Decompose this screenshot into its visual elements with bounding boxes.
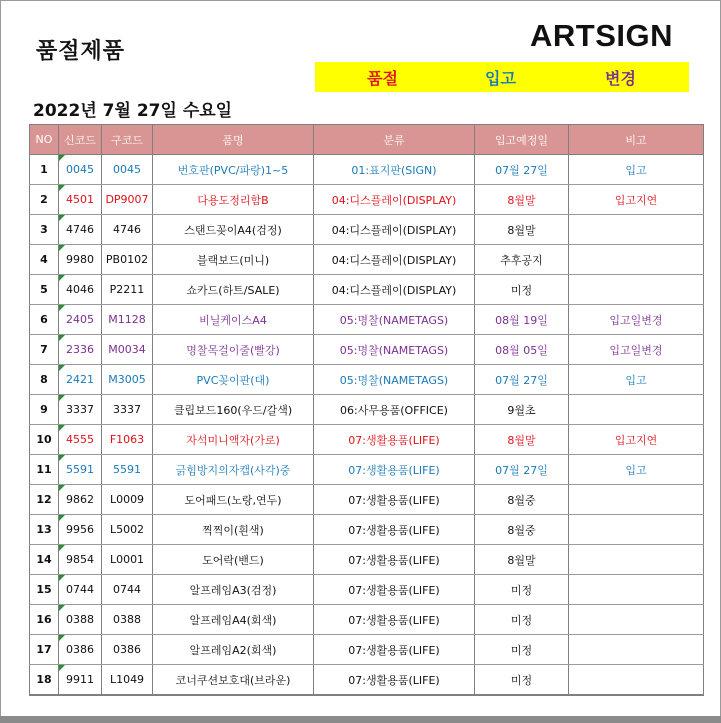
cell-new-code <box>59 395 102 425</box>
header-no: NO <box>30 125 59 155</box>
cell-old-code: M0034 <box>102 335 153 365</box>
cell-eta: 미정 <box>475 635 569 665</box>
cell-note: 입고 <box>569 155 704 185</box>
header-old-code: 구코드 <box>102 125 153 155</box>
cell-note: 입고지연 <box>569 185 704 215</box>
table-row <box>30 185 704 215</box>
table-row <box>30 335 704 365</box>
table-row <box>30 275 704 305</box>
cell-note: 입고 <box>569 365 704 395</box>
cell-new-code-text: 9854 <box>66 553 94 566</box>
cell-eta: 8월말 <box>475 185 569 215</box>
cell-old-code: M1128 <box>102 305 153 335</box>
table-row <box>30 305 704 335</box>
cell-category: 07:생활용품(LIFE) <box>314 635 475 665</box>
cell-no: 3 <box>30 215 59 245</box>
cell-new-code-text: 0045 <box>66 163 94 176</box>
cell-old-code: PB0102 <box>102 245 153 275</box>
cell-note <box>569 545 704 575</box>
status-legend <box>315 62 689 92</box>
table-row <box>30 545 704 575</box>
cell-note <box>569 605 704 635</box>
table-row <box>30 155 704 185</box>
cell-new-code <box>59 305 102 335</box>
cell-new-code-text: 4501 <box>66 193 94 206</box>
cell-eta: 8월중 <box>475 485 569 515</box>
cell-no: 13 <box>30 515 59 545</box>
cell-eta: 07월 27일 <box>475 455 569 485</box>
table-row <box>30 605 704 635</box>
cell-category: 06:사무용품(OFFICE) <box>314 395 475 425</box>
cell-product-name: 코너쿠션보호대(브라운) <box>153 665 314 696</box>
cell-category: 07:생활용품(LIFE) <box>314 575 475 605</box>
cell-new-code <box>59 605 102 635</box>
brand-logo: ARTSIGN <box>530 18 673 53</box>
table-row <box>30 635 704 665</box>
cell-category: 05:명찰(NAMETAGS) <box>314 305 475 335</box>
cell-eta: 미정 <box>475 275 569 305</box>
cell-no: 1 <box>30 155 59 185</box>
cell-new-code-text: 0386 <box>66 643 94 656</box>
cell-marker-icon <box>59 425 65 431</box>
cell-old-code: 0386 <box>102 635 153 665</box>
cell-product-name: 알프레임A2(회색) <box>153 635 314 665</box>
cell-new-code-text: 2405 <box>66 313 94 326</box>
cell-eta: 08월 05일 <box>475 335 569 365</box>
cell-category: 05:명찰(NAMETAGS) <box>314 365 475 395</box>
cell-eta: 미정 <box>475 605 569 635</box>
cell-eta: 미정 <box>475 665 569 696</box>
report-date: 2022년 7월 27일 수요일 <box>33 101 233 121</box>
cell-no: 15 <box>30 575 59 605</box>
cell-marker-icon <box>59 275 65 281</box>
cell-new-code <box>59 365 102 395</box>
cell-no: 5 <box>30 275 59 305</box>
cell-old-code: P2211 <box>102 275 153 305</box>
cell-eta: 추후공지 <box>475 245 569 275</box>
cell-category: 07:생활용품(LIFE) <box>314 515 475 545</box>
cell-new-code-text: 0744 <box>66 583 94 596</box>
cell-category: 04:디스플레이(DISPLAY) <box>314 215 475 245</box>
cell-marker-icon <box>59 635 65 641</box>
cell-note: 입고일변경 <box>569 335 704 365</box>
page-title: 품절제품 <box>36 39 126 64</box>
cell-product-name: 쇼카드(하트/SALE) <box>153 275 314 305</box>
cell-no: 12 <box>30 485 59 515</box>
header-eta: 입고예정일 <box>475 125 569 155</box>
cell-no: 16 <box>30 605 59 635</box>
table-row <box>30 575 704 605</box>
cell-no: 10 <box>30 425 59 455</box>
table-row <box>30 515 704 545</box>
table-row <box>30 245 704 275</box>
cell-no: 7 <box>30 335 59 365</box>
cell-new-code <box>59 515 102 545</box>
cell-no: 8 <box>30 365 59 395</box>
header-note: 비고 <box>569 125 704 155</box>
cell-eta: 07월 27일 <box>475 155 569 185</box>
cell-eta: 8월말 <box>475 215 569 245</box>
cell-product-name: 도어락(밴드) <box>153 545 314 575</box>
cell-marker-icon <box>59 365 65 371</box>
cell-category: 07:생활용품(LIFE) <box>314 545 475 575</box>
header-category: 분류 <box>314 125 475 155</box>
cell-category: 04:디스플레이(DISPLAY) <box>314 275 475 305</box>
cell-category: 07:생활용품(LIFE) <box>314 455 475 485</box>
cell-marker-icon <box>59 335 65 341</box>
cell-marker-icon <box>59 515 65 521</box>
cell-old-code: 5591 <box>102 455 153 485</box>
cell-product-name: 블랙보드(미니) <box>153 245 314 275</box>
cell-eta: 미정 <box>475 575 569 605</box>
cell-new-code-text: 0388 <box>66 613 94 626</box>
cell-note: 입고 <box>569 455 704 485</box>
table-row <box>30 485 704 515</box>
cell-product-name: 찍찍이(흰색) <box>153 515 314 545</box>
cell-new-code-text: 9862 <box>66 493 94 506</box>
cell-eta: 8월말 <box>475 425 569 455</box>
cell-old-code: L5002 <box>102 515 153 545</box>
cell-marker-icon <box>59 395 65 401</box>
cell-old-code: 0388 <box>102 605 153 635</box>
cell-new-code <box>59 665 102 696</box>
cell-new-code-text: 9956 <box>66 523 94 536</box>
cell-note <box>569 515 704 545</box>
sheet-bottom-edge <box>0 716 721 723</box>
cell-note <box>569 275 704 305</box>
cell-new-code <box>59 155 102 185</box>
cell-note: 입고지연 <box>569 425 704 455</box>
cell-marker-icon <box>59 605 65 611</box>
cell-note <box>569 575 704 605</box>
cell-old-code: M3005 <box>102 365 153 395</box>
cell-product-name: 비닐케이스A4 <box>153 305 314 335</box>
cell-new-code <box>59 215 102 245</box>
cell-eta: 8월중 <box>475 515 569 545</box>
cell-new-code-text: 4555 <box>66 433 94 446</box>
table-header-row <box>30 125 704 155</box>
cell-old-code: L0001 <box>102 545 153 575</box>
cell-product-name: 도어패드(노랑,연두) <box>153 485 314 515</box>
cell-new-code <box>59 185 102 215</box>
cell-no: 6 <box>30 305 59 335</box>
cell-product-name: 클립보드160(우드/갈색) <box>153 395 314 425</box>
cell-new-code-text: 9980 <box>66 253 94 266</box>
cell-category: 07:생활용품(LIFE) <box>314 485 475 515</box>
cell-marker-icon <box>59 155 65 161</box>
legend-changed: 변경 <box>605 69 636 88</box>
cell-no: 18 <box>30 665 59 696</box>
cell-old-code: L0009 <box>102 485 153 515</box>
cell-note <box>569 395 704 425</box>
cell-note <box>569 215 704 245</box>
header-new-code: 신코드 <box>59 125 102 155</box>
cell-eta: 07월 27일 <box>475 365 569 395</box>
cell-new-code <box>59 335 102 365</box>
cell-new-code-text: 9911 <box>66 673 94 686</box>
cell-note <box>569 245 704 275</box>
cell-marker-icon <box>59 185 65 191</box>
cell-new-code-text: 4746 <box>66 223 94 236</box>
cell-product-name: 알프레임A3(검정) <box>153 575 314 605</box>
cell-old-code: L1049 <box>102 665 153 696</box>
cell-old-code: 3337 <box>102 395 153 425</box>
table-row <box>30 455 704 485</box>
cell-note <box>569 485 704 515</box>
cell-new-code <box>59 275 102 305</box>
cell-new-code-text: 3337 <box>66 403 94 416</box>
cell-product-name: 긁힘방지의자캡(사각)중 <box>153 455 314 485</box>
legend-sold-out: 품절 <box>367 69 398 88</box>
cell-category: 07:생활용품(LIFE) <box>314 665 475 696</box>
cell-category: 07:생활용품(LIFE) <box>314 605 475 635</box>
cell-new-code <box>59 485 102 515</box>
cell-old-code: 0744 <box>102 575 153 605</box>
cell-note <box>569 665 704 696</box>
cell-marker-icon <box>59 305 65 311</box>
cell-product-name: 명찰목걸이줄(빨강) <box>153 335 314 365</box>
cell-note <box>569 635 704 665</box>
cell-category: 04:디스플레이(DISPLAY) <box>314 185 475 215</box>
cell-new-code-text: 2421 <box>66 373 94 386</box>
cell-new-code <box>59 245 102 275</box>
cell-no: 4 <box>30 245 59 275</box>
cell-product-name: 자석미니액자(가로) <box>153 425 314 455</box>
cell-no: 17 <box>30 635 59 665</box>
cell-marker-icon <box>59 245 65 251</box>
cell-old-code: 4746 <box>102 215 153 245</box>
cell-old-code: F1063 <box>102 425 153 455</box>
cell-old-code: DP9007 <box>102 185 153 215</box>
table-row <box>30 665 704 696</box>
cell-product-name: 알프레임A4(회색) <box>153 605 314 635</box>
cell-category: 01:표지판(SIGN) <box>314 155 475 185</box>
cell-note: 입고일변경 <box>569 305 704 335</box>
cell-marker-icon <box>59 575 65 581</box>
cell-no: 11 <box>30 455 59 485</box>
table-row <box>30 215 704 245</box>
table-row <box>30 365 704 395</box>
cell-product-name: 다용도정리함B <box>153 185 314 215</box>
cell-marker-icon <box>59 665 65 671</box>
cell-product-name: 번호판(PVC/파랑)1~5 <box>153 155 314 185</box>
legend-restocked: 입고 <box>485 69 516 88</box>
cell-eta: 08월 19일 <box>475 305 569 335</box>
cell-new-code-text: 4046 <box>66 283 94 296</box>
cell-category: 05:명찰(NAMETAGS) <box>314 335 475 365</box>
header-product-name: 품명 <box>153 125 314 155</box>
cell-old-code: 0045 <box>102 155 153 185</box>
cell-new-code <box>59 635 102 665</box>
table-body <box>30 155 704 696</box>
table-row <box>30 425 704 455</box>
cell-marker-icon <box>59 545 65 551</box>
cell-product-name: 스탠드꽂이A4(검정) <box>153 215 314 245</box>
table-row <box>30 395 704 425</box>
cell-eta: 8월말 <box>475 545 569 575</box>
cell-no: 2 <box>30 185 59 215</box>
cell-new-code <box>59 455 102 485</box>
cell-category: 04:디스플레이(DISPLAY) <box>314 245 475 275</box>
cell-new-code-text: 2336 <box>66 343 94 356</box>
cell-marker-icon <box>59 485 65 491</box>
cell-eta: 9월초 <box>475 395 569 425</box>
cell-category: 07:생활용품(LIFE) <box>314 425 475 455</box>
cell-new-code-text: 5591 <box>66 463 94 476</box>
cell-no: 14 <box>30 545 59 575</box>
cell-marker-icon <box>59 215 65 221</box>
cell-product-name: PVC꽂이판(대) <box>153 365 314 395</box>
soldout-table <box>29 124 704 696</box>
cell-marker-icon <box>59 455 65 461</box>
cell-new-code <box>59 545 102 575</box>
cell-no: 9 <box>30 395 59 425</box>
cell-new-code <box>59 425 102 455</box>
cell-new-code <box>59 575 102 605</box>
